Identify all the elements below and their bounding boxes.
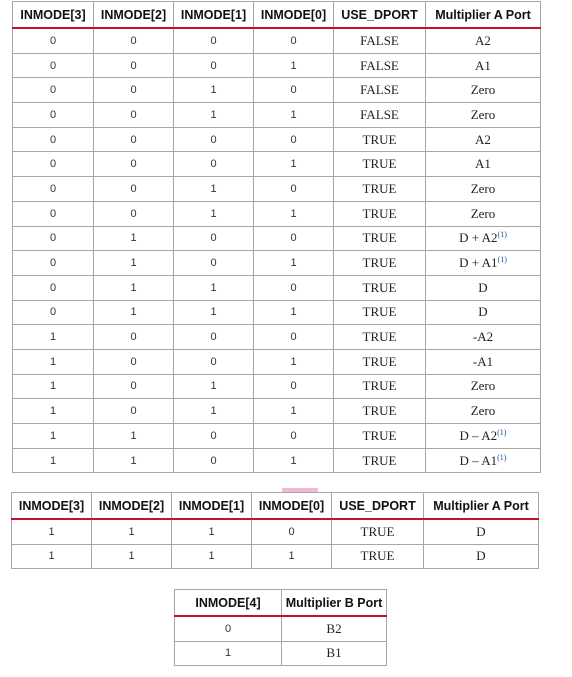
cell-value: 1 — [49, 429, 57, 442]
table-cell — [174, 374, 254, 399]
table-cell — [13, 152, 94, 177]
table-cell — [334, 103, 426, 128]
table-row — [13, 275, 541, 300]
table-row — [175, 616, 387, 641]
table-cell — [426, 275, 541, 300]
cell-value: 0 — [290, 84, 297, 97]
table-cell — [334, 226, 426, 251]
table-cell — [426, 53, 541, 78]
table-cell — [254, 424, 334, 449]
cell-value: 0 — [210, 429, 217, 442]
cell-value: 0 — [49, 257, 57, 270]
table-row — [13, 177, 541, 202]
cell-value: 1 — [49, 405, 57, 418]
table-cell — [254, 448, 334, 473]
column-header: INMODE[1] — [172, 493, 252, 520]
cell-value: 1 — [49, 355, 57, 368]
cell-value: 0 — [130, 355, 137, 368]
table-cell — [254, 103, 334, 128]
table-cell — [94, 78, 174, 103]
cell-value: 1 — [208, 550, 215, 563]
cell-value: TRUE — [362, 180, 397, 196]
table-cell — [174, 226, 254, 251]
table-row — [13, 53, 541, 78]
table-cell — [12, 519, 92, 544]
cell-value: 0 — [49, 108, 57, 121]
cell-value: 1 — [290, 306, 297, 319]
table-cell — [94, 399, 174, 424]
table-cell — [13, 127, 94, 152]
cell-value: FALSE — [360, 57, 399, 73]
cell-value: TRUE — [360, 523, 395, 539]
cell-value: 0 — [290, 331, 297, 344]
cell-value: 0 — [210, 355, 217, 368]
table-row — [13, 424, 541, 449]
cell-value: 0 — [210, 133, 217, 146]
cell-value: 0 — [210, 34, 217, 47]
table-cell — [94, 374, 174, 399]
header-row — [12, 493, 539, 520]
cell-value: TRUE — [362, 131, 397, 147]
table-cell — [254, 325, 334, 350]
table-cell — [13, 424, 94, 449]
cell-value: 0 — [290, 133, 297, 146]
cell-value: 1 — [290, 405, 297, 418]
header-row — [13, 2, 541, 29]
cell-value: 1 — [48, 550, 55, 563]
cell-value: Zero — [470, 82, 496, 98]
cell-value: D + A2 — [459, 230, 498, 246]
table-cell — [426, 300, 541, 325]
cell-value: 0 — [130, 133, 137, 146]
table-cell — [13, 103, 94, 128]
table-cell — [426, 251, 541, 276]
cell-value: 0 — [290, 429, 297, 442]
table-cell — [13, 275, 94, 300]
table-cell — [94, 53, 174, 78]
table-cell — [94, 448, 174, 473]
table-cell — [13, 201, 94, 226]
table-cell — [174, 349, 254, 374]
table-cell — [13, 325, 94, 350]
cell-value: 0 — [210, 232, 217, 245]
cell-value: 0 — [130, 34, 137, 47]
table-cell — [426, 78, 541, 103]
table-cell — [426, 349, 541, 374]
cell-value: TRUE — [362, 452, 397, 468]
table-cell — [332, 544, 424, 569]
table-cell — [334, 300, 426, 325]
table-cell — [426, 325, 541, 350]
cell-value: 1 — [210, 84, 217, 97]
cell-value: 0 — [49, 84, 57, 97]
cell-value: 0 — [130, 182, 137, 195]
table-cell — [426, 226, 541, 251]
table-row — [13, 300, 541, 325]
table-row — [13, 103, 541, 128]
inmode-b-port-table — [174, 589, 387, 666]
cell-value: 1 — [290, 59, 297, 72]
table-cell — [426, 399, 541, 424]
column-header: INMODE[2] — [92, 493, 172, 520]
column-header: INMODE[3] — [13, 2, 94, 29]
cell-value: 0 — [49, 207, 57, 220]
cell-value: 0 — [290, 380, 297, 393]
table-cell — [254, 275, 334, 300]
column-header: Multiplier A Port — [424, 493, 539, 520]
table-cell — [426, 28, 541, 53]
table-cell — [334, 275, 426, 300]
cell-value: D — [478, 304, 488, 320]
table-cell — [254, 28, 334, 53]
table-row — [13, 399, 541, 424]
cell-value: 0 — [49, 133, 57, 146]
cell-value: 0 — [49, 34, 57, 47]
table-cell — [174, 325, 254, 350]
cell-value: Zero — [470, 403, 496, 419]
cell-value: TRUE — [362, 353, 397, 369]
table-cell — [334, 127, 426, 152]
cell-value: A2 — [475, 131, 491, 147]
cell-value: 1 — [130, 232, 137, 245]
footnote-reference[interactable]: (1) — [497, 230, 507, 240]
cell-value: 1 — [48, 525, 55, 538]
header-row — [175, 590, 387, 617]
table-cell — [13, 28, 94, 53]
table-cell — [334, 201, 426, 226]
cell-value: 1 — [130, 454, 137, 467]
table-cell — [252, 519, 332, 544]
table-cell — [174, 152, 254, 177]
column-header: USE_DPORT — [332, 493, 424, 520]
cell-value: 0 — [49, 232, 57, 245]
cell-value: -A1 — [472, 353, 494, 369]
table-cell — [13, 78, 94, 103]
table-cell — [254, 374, 334, 399]
table-cell — [94, 201, 174, 226]
cell-value: TRUE — [362, 255, 397, 271]
table-cell — [334, 53, 426, 78]
cell-value: TRUE — [362, 205, 397, 221]
cell-value: 0 — [49, 158, 57, 171]
table-cell — [94, 152, 174, 177]
cell-value: 0 — [290, 281, 297, 294]
cell-value: 0 — [130, 207, 137, 220]
table-cell — [174, 78, 254, 103]
column-header: INMODE[3] — [12, 493, 92, 520]
cell-value: D — [476, 523, 486, 539]
cell-value: 0 — [49, 281, 57, 294]
table-cell — [94, 349, 174, 374]
cell-value: 0 — [130, 59, 137, 72]
table-row — [12, 519, 539, 544]
cell-value: 1 — [208, 525, 215, 538]
cell-value: 0 — [49, 182, 57, 195]
table-cell — [334, 399, 426, 424]
table-cell — [174, 275, 254, 300]
cell-value: 0 — [130, 108, 137, 121]
table-row — [12, 544, 539, 569]
cell-value: 1 — [288, 550, 295, 563]
cell-value: TRUE — [362, 378, 397, 394]
table-cell — [174, 448, 254, 473]
table-cell — [13, 251, 94, 276]
table-cell — [174, 127, 254, 152]
table-cell — [254, 349, 334, 374]
table-cell — [426, 424, 541, 449]
table-cell — [426, 374, 541, 399]
cell-value: 0 — [210, 454, 217, 467]
cell-value: -A2 — [472, 329, 494, 345]
cell-value: 0 — [288, 525, 295, 538]
table-row — [13, 78, 541, 103]
cell-value: 1 — [290, 207, 297, 220]
cell-value: 1 — [290, 257, 297, 270]
inmode-a-port-table-continued — [11, 492, 539, 569]
cell-value: D – A1 — [459, 452, 498, 468]
cell-value: B2 — [326, 620, 342, 636]
table-cell — [13, 226, 94, 251]
cell-value: FALSE — [360, 32, 399, 48]
cell-value: 1 — [210, 108, 217, 121]
cell-value: 1 — [49, 454, 57, 467]
column-header: Multiplier A Port — [426, 2, 541, 29]
table-cell — [334, 78, 426, 103]
cell-value: 1 — [130, 306, 137, 319]
footnote-reference[interactable]: (1) — [497, 255, 507, 265]
table-cell — [426, 103, 541, 128]
column-header: USE_DPORT — [334, 2, 426, 29]
table-cell — [334, 325, 426, 350]
cell-value: 0 — [290, 232, 297, 245]
table-cell — [334, 152, 426, 177]
table-cell — [94, 300, 174, 325]
table-cell — [254, 300, 334, 325]
cell-value: 0 — [210, 331, 217, 344]
table-row — [175, 641, 387, 666]
table-cell — [426, 177, 541, 202]
table-cell — [94, 28, 174, 53]
table-cell — [94, 275, 174, 300]
table-cell — [254, 177, 334, 202]
table-cell — [254, 53, 334, 78]
table-cell — [334, 251, 426, 276]
cell-value: FALSE — [360, 82, 399, 98]
table-cell — [174, 424, 254, 449]
table-cell — [252, 544, 332, 569]
cell-value: 1 — [210, 281, 217, 294]
cell-value: Zero — [470, 106, 496, 122]
cell-value: 0 — [130, 158, 137, 171]
table-cell — [174, 28, 254, 53]
table-cell — [282, 616, 387, 641]
cell-value: Zero — [470, 378, 496, 394]
table-cell — [94, 177, 174, 202]
cell-value: 0 — [130, 331, 137, 344]
footnote-reference[interactable]: (1) — [497, 452, 507, 462]
cell-value: A2 — [475, 32, 491, 48]
cell-value: 0 — [290, 182, 297, 195]
table-cell — [94, 226, 174, 251]
table-cell — [334, 448, 426, 473]
cell-value: B1 — [326, 645, 342, 661]
cell-value: 1 — [210, 182, 217, 195]
table-cell — [424, 544, 539, 569]
cell-value: 1 — [130, 257, 137, 270]
table-cell — [13, 374, 94, 399]
table-row — [13, 201, 541, 226]
cell-value: TRUE — [362, 230, 397, 246]
table-cell — [174, 201, 254, 226]
table-cell — [254, 399, 334, 424]
table-cell — [172, 544, 252, 569]
cell-value: 0 — [210, 59, 217, 72]
table-cell — [426, 201, 541, 226]
cell-value: 1 — [290, 158, 297, 171]
table-cell — [13, 448, 94, 473]
table-row — [13, 448, 541, 473]
table-cell — [426, 152, 541, 177]
cell-value: TRUE — [362, 279, 397, 295]
table-cell — [424, 519, 539, 544]
table-cell — [334, 424, 426, 449]
cell-value: 1 — [210, 207, 217, 220]
cell-value: TRUE — [362, 329, 397, 345]
cell-value: 1 — [130, 429, 137, 442]
cell-value: 0 — [210, 257, 217, 270]
cell-value: 1 — [210, 405, 217, 418]
table-cell — [13, 53, 94, 78]
table-cell — [174, 177, 254, 202]
table-row — [13, 349, 541, 374]
table-cell — [174, 251, 254, 276]
table-cell — [174, 300, 254, 325]
table-cell — [254, 226, 334, 251]
table-cell — [254, 127, 334, 152]
cell-value: A1 — [475, 57, 491, 73]
cell-value: 0 — [210, 158, 217, 171]
table-cell — [172, 519, 252, 544]
table-cell — [334, 349, 426, 374]
column-header: INMODE[4] — [175, 590, 282, 617]
cell-value: A1 — [475, 156, 491, 172]
cell-value: 1 — [290, 454, 297, 467]
table-row — [13, 28, 541, 53]
table-cell — [94, 127, 174, 152]
table-row — [13, 127, 541, 152]
cell-value: D + A1 — [459, 255, 498, 271]
table-cell — [94, 103, 174, 128]
cell-value: 1 — [49, 331, 57, 344]
table-cell — [174, 103, 254, 128]
column-header: INMODE[0] — [254, 2, 334, 29]
cell-value: TRUE — [360, 548, 395, 564]
table-cell — [426, 448, 541, 473]
table-cell — [282, 641, 387, 666]
table-row — [13, 152, 541, 177]
cell-value: FALSE — [360, 106, 399, 122]
cell-value: 0 — [130, 380, 137, 393]
cell-value: TRUE — [362, 403, 397, 419]
table-row — [13, 325, 541, 350]
column-header: INMODE[2] — [94, 2, 174, 29]
cell-value: 0 — [290, 34, 297, 47]
cell-value: 1 — [49, 380, 57, 393]
column-header: INMODE[1] — [174, 2, 254, 29]
table-cell — [334, 28, 426, 53]
cell-value: 1 — [128, 550, 135, 563]
table-cell — [13, 349, 94, 374]
cell-value: 0 — [49, 59, 57, 72]
table-cell — [13, 399, 94, 424]
cell-value: 1 — [290, 108, 297, 121]
cell-value: 0 — [224, 622, 232, 635]
cell-value: 1 — [210, 306, 217, 319]
table-cell — [13, 177, 94, 202]
table-cell — [175, 616, 282, 641]
table-cell — [92, 519, 172, 544]
cell-value: 0 — [49, 306, 57, 319]
table-cell — [92, 544, 172, 569]
cell-value: 1 — [130, 281, 137, 294]
column-header: Multiplier B Port — [282, 590, 387, 617]
table-cell — [175, 641, 282, 666]
table-cell — [94, 325, 174, 350]
table-cell — [334, 177, 426, 202]
table-cell — [254, 251, 334, 276]
table-cell — [254, 201, 334, 226]
table-cell — [12, 544, 92, 569]
cell-value: 0 — [130, 84, 137, 97]
cell-value: Zero — [470, 205, 496, 221]
cell-value: D — [476, 548, 486, 564]
cell-value: 1 — [224, 647, 232, 660]
table-cell — [254, 152, 334, 177]
cell-value: 1 — [128, 525, 135, 538]
cell-value: TRUE — [362, 427, 397, 443]
table-cell — [254, 78, 334, 103]
table-cell — [13, 300, 94, 325]
table-cell — [174, 399, 254, 424]
cell-value: Zero — [470, 180, 496, 196]
inmode-a-port-table — [12, 1, 541, 473]
table-row — [13, 374, 541, 399]
table-row — [13, 251, 541, 276]
table-cell — [94, 251, 174, 276]
footnote-reference[interactable]: (1) — [497, 427, 507, 437]
table-cell — [334, 374, 426, 399]
cell-value: 1 — [210, 380, 217, 393]
cell-value: D – A2 — [459, 427, 498, 443]
cell-value: D — [478, 279, 488, 295]
table-row — [13, 226, 541, 251]
cell-value: TRUE — [362, 156, 397, 172]
table-cell — [332, 519, 424, 544]
cell-value: TRUE — [362, 304, 397, 320]
cell-value: 0 — [130, 405, 137, 418]
cell-value: 1 — [290, 355, 297, 368]
table-cell — [174, 53, 254, 78]
table-cell — [426, 127, 541, 152]
table-cell — [94, 424, 174, 449]
column-header: INMODE[0] — [252, 493, 332, 520]
